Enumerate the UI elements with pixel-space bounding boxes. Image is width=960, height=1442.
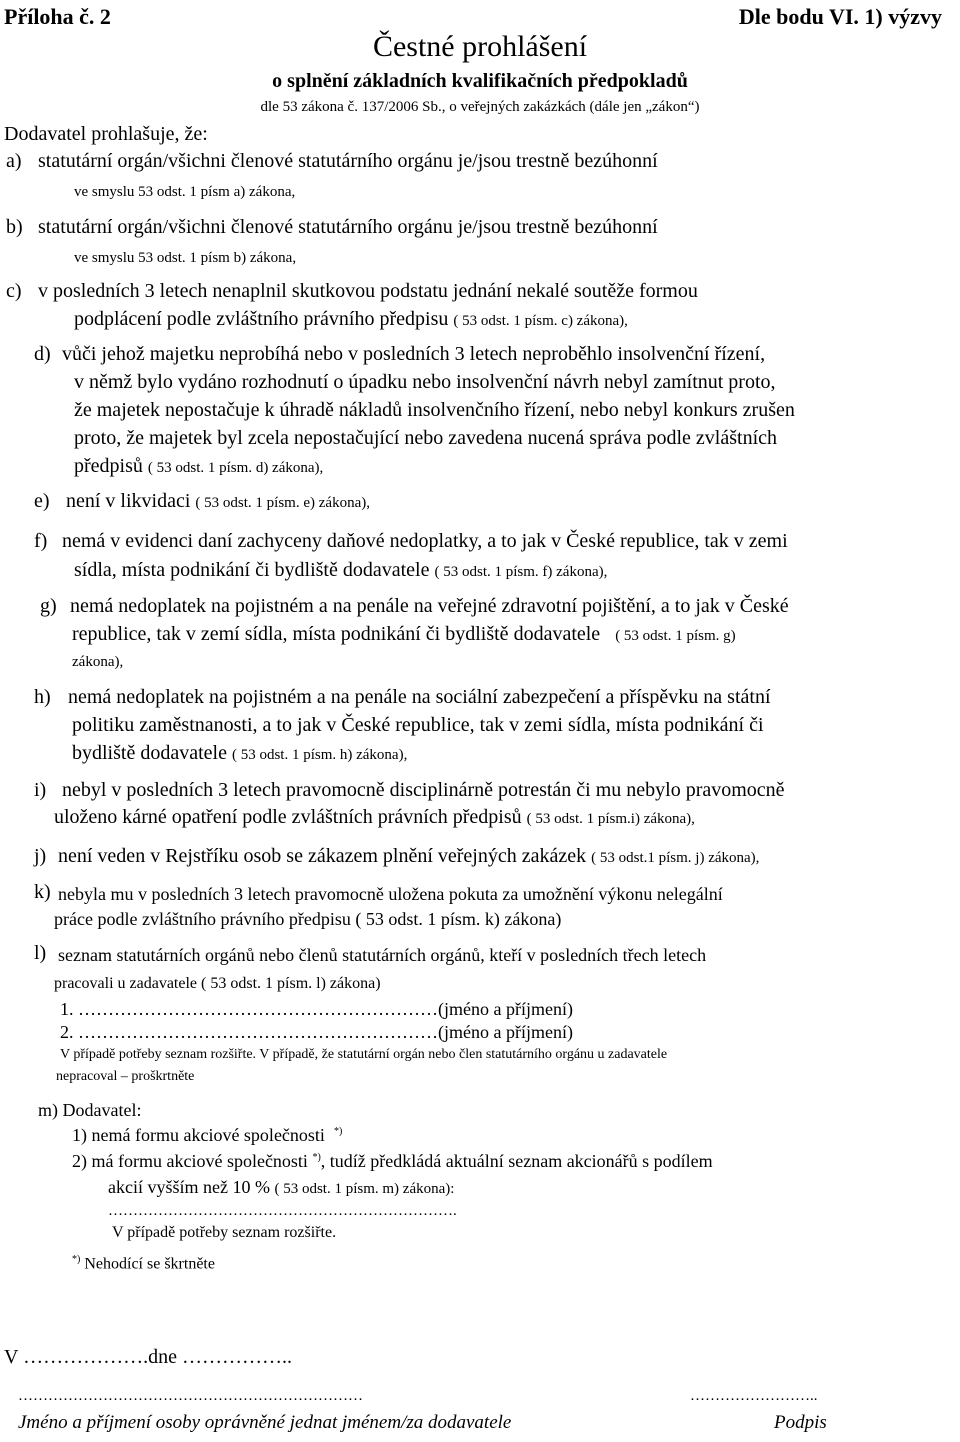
item-l-note-1: V případě potřeby seznam rozšiřte. V případě, že statutární orgán nebo člen statutárního orgánu u zadavatele (60, 1047, 668, 1062)
footnote-text: Nehodící se škrtněte (80, 1255, 215, 1273)
item-f-ref: ( 53 odst. 1 písm. f) zákona), (434, 564, 608, 580)
item-m-option-2-line-2 (108, 1177, 454, 1198)
item-m-option-2-cont: , tudíž předkládá aktuální seznam akcionářů s podílem (320, 1151, 713, 1171)
item-i-text-2 (54, 806, 695, 829)
signature-dots-right: …………………….. (690, 1388, 818, 1404)
item-c-text-2 (74, 308, 628, 331)
item-m-option-2 (72, 1151, 713, 1172)
item-j-label: j) (34, 845, 47, 867)
item-f-text-1: nemá v evidenci daní zachyceny daňové nedoplatky, a to jak v České republice, tak v zemi (62, 530, 788, 552)
appendix-label: Příloha č. 2 (4, 4, 111, 29)
item-b-ref: ve smyslu 53 odst. 1 písm b) zákona, (74, 250, 297, 266)
item-h-ref: ( 53 odst. 1 písm. h) zákona), (231, 747, 408, 763)
place-date-line: V ……………….dne …………….. (4, 1346, 292, 1368)
item-c-label: c) (6, 280, 22, 302)
item-m-label: m) Dodavatel: (38, 1100, 142, 1120)
item-m-option-1 (72, 1125, 342, 1146)
item-a-text: statutární orgán/všichni členové statutárního orgánu je/jsou trestně bezúhonní (38, 150, 658, 172)
item-g-ref: ( 53 odst. 1 písm. g) (615, 628, 736, 644)
item-d-text-3: že majetek nepostačuje k úhradě nákladů insolvenčního řízení, nebo nebyl konkurs zrušen (74, 399, 795, 421)
item-d-text-5-body: předpisů (74, 455, 143, 477)
item-h-text-3 (72, 742, 407, 765)
item-b-label: b) (6, 216, 23, 238)
item-i-label: i) (34, 779, 47, 801)
item-a-label: a) (6, 150, 22, 172)
item-a-ref: ve smyslu 53 odst. 1 písm a) zákona, (74, 184, 296, 200)
item-h-text-3-body: bydliště dodavatele (72, 742, 227, 764)
item-d-text-2: v němž bylo vydáno rozhodnutí o úpadku nebo insolvenční návrh nebyl zamítnut proto, (74, 371, 776, 393)
item-e-text (66, 490, 370, 513)
item-j-text (58, 845, 759, 868)
item-c-ref: ( 53 odst. 1 písm. c) zákona), (453, 313, 628, 329)
item-l-note-2: nepracoval – proškrtněte (56, 1069, 195, 1084)
document-subtitle: o splnění základních kvalifikačních předpokladů (272, 70, 688, 92)
item-h-label: h) (34, 686, 51, 708)
item-j-text-body: není veden v Rejstříku osob se zákazem plnění veřejných zakázek (58, 845, 587, 867)
item-d-text-4: proto, že majetek byl zcela nepostačující nebo zavedena nucená správa podle zvláštních (74, 427, 778, 449)
item-e-ref: ( 53 odst. 1 písm. e) zákona), (195, 495, 370, 511)
law-reference-name: , o veřejných zakázkách (dále jen „zákon“) (441, 99, 700, 115)
item-h-text-1: nemá nedoplatek na pojistném a na penále na sociální zabezpečení a příspěvku na státní (68, 686, 771, 708)
intro-text: Dodavatel prohlašuje, že: (4, 123, 208, 145)
item-i-text-2-body: uloženo kárné opatření podle zvláštních právních předpisů (54, 806, 522, 828)
item-l-name-line-2: 2. ……………………………………………………(jméno a příjmení) (60, 1022, 573, 1042)
item-m-ref: ( 53 odst. 1 písm. m) zákona): (274, 1181, 455, 1197)
item-d-ref: ( 53 odst. 1 písm. d) zákona), (147, 460, 324, 476)
item-m-dots: ……………………………………………………………. (108, 1203, 457, 1219)
item-g-label: g) (40, 595, 57, 617)
item-e-label: e) (34, 490, 50, 512)
item-m-note: V případě potřeby seznam rozšiřte. (112, 1224, 337, 1241)
item-i-ref: ( 53 odst. 1 písm.i) zákona), (526, 811, 695, 827)
item-f-label: f) (34, 530, 48, 552)
item-k-label: k) (34, 881, 51, 903)
law-reference-number: dle 53 zákona č. 137/2006 Sb. (260, 99, 442, 115)
item-b-text: statutární orgán/všichni členové statutárního orgánu je/jsou trestně bezúhonní (38, 216, 658, 238)
footnote (72, 1254, 215, 1273)
reference-label: Dle bodu VI. 1) výzvy (738, 4, 942, 29)
item-m-option-1-footnote-mark: *) (333, 1126, 343, 1137)
item-g-text-1: nemá nedoplatek na pojistném a na penále na veřejné zdravotní pojištění, a to jak v České (70, 595, 789, 617)
item-j-ref: ( 53 odst.1 písm. j) zákona), (591, 850, 760, 866)
item-k-text-1: nebyla mu v posledních 3 letech pravomocně uložena pokuta za umožnění výkonu nelegální (58, 884, 723, 904)
item-f-text-2 (74, 559, 607, 582)
signature-caption: Podpis (774, 1412, 827, 1433)
item-g-text-2 (72, 623, 736, 646)
item-d-text-5 (74, 455, 323, 478)
item-m-option-2-share: akcií vyšším než 10 % (108, 1177, 270, 1197)
law-reference (0, 98, 960, 116)
item-e-text-body: není v likvidaci (66, 490, 191, 512)
item-m-option-1-text: 1) nemá formu akciové společnosti (72, 1125, 325, 1145)
item-m-option-2-text: 2) má formu akciové společnosti (72, 1151, 308, 1171)
item-i-text-1: nebyl v posledních 3 letech pravomocně disciplinárně potrestán či mu nebylo pravomocně (62, 779, 785, 801)
item-c-text-2-body: podplácení podle zvláštního právního předpisu (74, 308, 449, 330)
item-d-label: d) (34, 343, 51, 365)
document-title: Čestné prohlášení (372, 30, 588, 63)
item-g-text-3: zákona), (72, 654, 124, 670)
item-d-text-1: vůči jehož majetku neprobíhá nebo v posledních 3 letech neproběhlo insolvenční řízení, (62, 343, 766, 365)
item-h-text-2: politiku zaměstnanosti, a to jak v České republice, tak v zemi sídla, místa podnikání či (72, 714, 764, 736)
item-c-text: v posledních 3 letech nenaplnil skutkovou podstatu jednání nekalé soutěže formou (38, 280, 698, 302)
item-f-text-2-body: sídla, místa podnikání či bydliště dodavatele (74, 559, 430, 581)
item-l-text-2: pracovali u zadavatele ( 53 odst. 1 písm. l) zákona) (54, 975, 381, 992)
signature-dots-left: …………………………………………………………… (18, 1388, 363, 1404)
name-caption: Jméno a příjmení osoby oprávněné jednat jménem/za dodavatele (18, 1412, 512, 1433)
item-l-text-1: seznam statutárních orgánů nebo členů statutárních orgánů, kteří v posledních třech letech (58, 945, 707, 965)
item-m-option-2-footnote-mark: *) (312, 1152, 321, 1163)
footnote-mark: *) (72, 1254, 81, 1265)
item-l-label: l) (34, 942, 47, 964)
item-g-text-2-body: republice, tak v zemí sídla, místa podnikání či bydliště dodavatele (72, 623, 601, 645)
item-l-name-line-1: 1. ……………………………………………………(jméno a příjmení) (60, 999, 573, 1019)
item-k-text-2: práce podle zvláštního právního předpisu ( 53 odst. 1 písm. k) zákona) (54, 909, 562, 929)
